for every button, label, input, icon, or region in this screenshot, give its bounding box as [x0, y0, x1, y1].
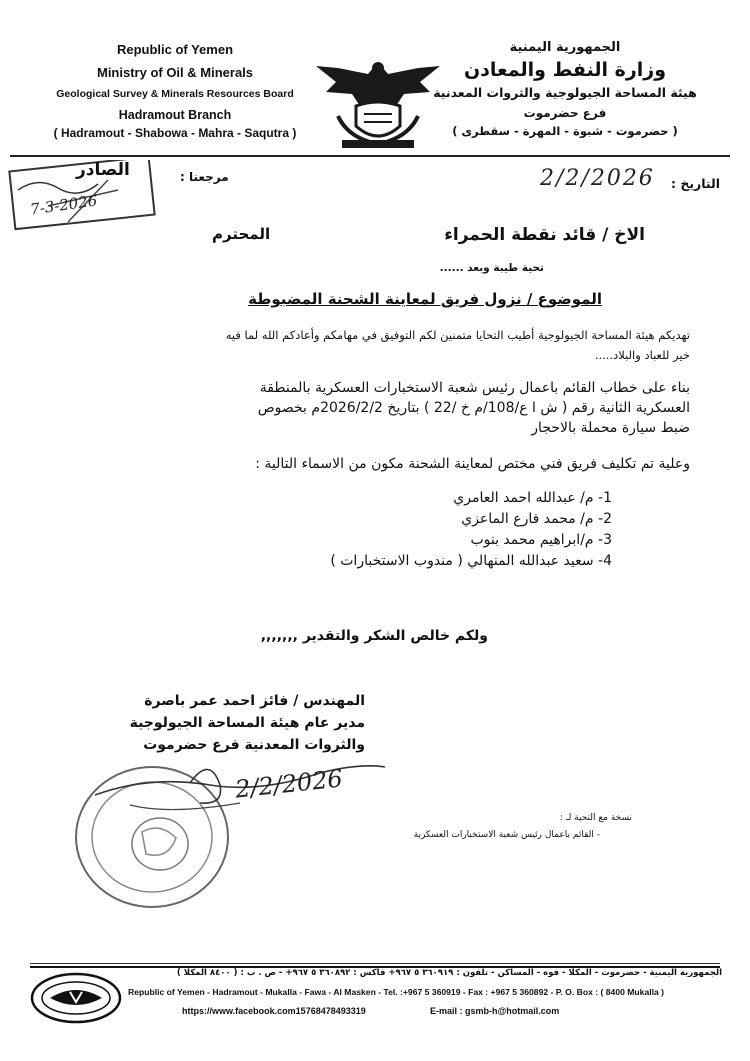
addressee: الاخ / قائد نقطة الحمراء	[444, 225, 645, 245]
paragraph-assignment: وعلية تم تكليف فريق فني مختص لمعاينة الشحنة مكون من الاسماء التالية :	[255, 456, 690, 472]
letterhead-branch-en: Hadramout Branch	[118, 108, 232, 122]
team-member-2: 2- م/ محمد فارع الماعزي	[461, 511, 612, 527]
reference-label: مرجعنا :	[180, 170, 229, 184]
team-member-3: 3- م/ابراهيم محمد بنوب	[470, 532, 612, 548]
paragraph-intro-line2: خير للعباد والبلاد.....	[594, 348, 690, 362]
paragraph-reference-line2: العسكرية الثانية رقم ( ش ا ع/108/م خ /22 ) بتاريخ 2026/2/2م بخصوص	[257, 400, 690, 416]
signatory-block	[130, 690, 365, 756]
paragraph-reference	[50, 378, 690, 438]
signatory-title-line2: والثروات المعدنية فرع حضرموت	[143, 737, 365, 753]
signature-date-handwritten: 2/2/2026	[233, 764, 344, 804]
letterhead-regions-ar: ( حضرموت - شبوة - المهرة - سقطرى )	[452, 124, 678, 138]
date-label: التاريخ :	[670, 176, 720, 191]
cc-label: نسخة مع التحية لـ :	[560, 813, 632, 823]
addressee-honorific: المحترم	[212, 225, 271, 243]
cc-recipient: - القائم باعمال رئيس شعبة الاستخبارات العسكرية	[413, 830, 600, 840]
letterhead-english	[30, 42, 320, 140]
footer-address-arabic: الجمهورية اليمنية - حضرموت - المكلا - فوه - المساكن - تلفون : ٣٦٠٩١٩ ٥ ٩٦٧+ فاكس : ٣٦٠٨٩٢ ٥ ٩٦٧+ - ص . ب : ( ٨٤٠٠ المكلا )	[176, 968, 722, 978]
letterhead-country-ar: الجمهورية اليمنية	[509, 40, 621, 55]
footer-logo-icon	[30, 972, 122, 1024]
reference-stamp-box	[8, 160, 160, 232]
letterhead-branch-ar: فرع حضرموت	[523, 106, 607, 120]
header-divider	[10, 155, 730, 157]
paragraph-intro-line1: تهديكم هيئة المساحة الجيولوجية أطيب التحايا متمنين لكم التوفيق في مهامكم وأعادكم الله لما فيه	[225, 328, 690, 342]
paragraph-reference-line1: بناء على خطاب القائم باعمال رئيس شعبة الاستخبارات العسكرية بالمنطقة	[259, 380, 690, 396]
subject-line: الموضوع / نزول فريق لمعاينة الشحنة المضبوطة	[248, 290, 602, 308]
paragraph-intro	[50, 328, 690, 362]
date-handwritten: 2/2/2026	[540, 166, 655, 191]
letterhead-board-en: Geological Survey & Minerals Resources Board	[56, 88, 294, 100]
signatory-title-line1: مدير عام هيئة المساحة الجيولوجية	[129, 715, 365, 731]
footer-address-english: Republic of Yemen - Hadramout - Mukalla - Fawa - Al Masken - Tel. :+967 5 360919 - Fax : +967 5 360892 - P. O. Box : ( 8400 Mukalla )	[128, 987, 665, 997]
signatory-name: المهندس / فائز احمد عمر باصرة	[144, 693, 365, 709]
letterhead-ministry-en: Ministry of Oil & Minerals	[96, 65, 254, 80]
footer-email: E-mail : gsmb-h@hotmail.com	[430, 1006, 560, 1016]
team-member-1: 1- م/ عبدالله احمد العامري	[453, 490, 612, 506]
team-member-4: 4- سعيد عبدالله المنهالي ( مندوب الاستخبارات )	[330, 553, 612, 569]
letterhead-regions-en: ( Hadramout - Shabowa - Mahra - Saqutra )	[53, 126, 297, 140]
reference-handwritten: 7-3-2026	[29, 191, 99, 219]
footer-website: https://www.facebook.com15768478493319	[182, 1006, 366, 1016]
paragraph-reference-line3: ضبط سيارة محملة بالاحجار	[531, 420, 690, 436]
reference-stamp-text: الصادر	[76, 160, 130, 180]
greeting: تحية طيبة وبعد ......	[439, 262, 544, 274]
letterhead-ministry-ar: وزارة النفط والمعادن	[463, 59, 667, 81]
closing-line: ولكم خالص الشكر والتقدير ,,,,,,,	[260, 628, 488, 644]
letterhead-arabic	[410, 40, 720, 138]
letterhead-country-en: Republic of Yemen	[116, 42, 234, 57]
letterhead-board-ar: هيئة المساحة الجيولوجية والثروات المعدنية	[433, 85, 697, 100]
footer-divider	[30, 963, 720, 964]
team-members-list	[192, 490, 612, 580]
